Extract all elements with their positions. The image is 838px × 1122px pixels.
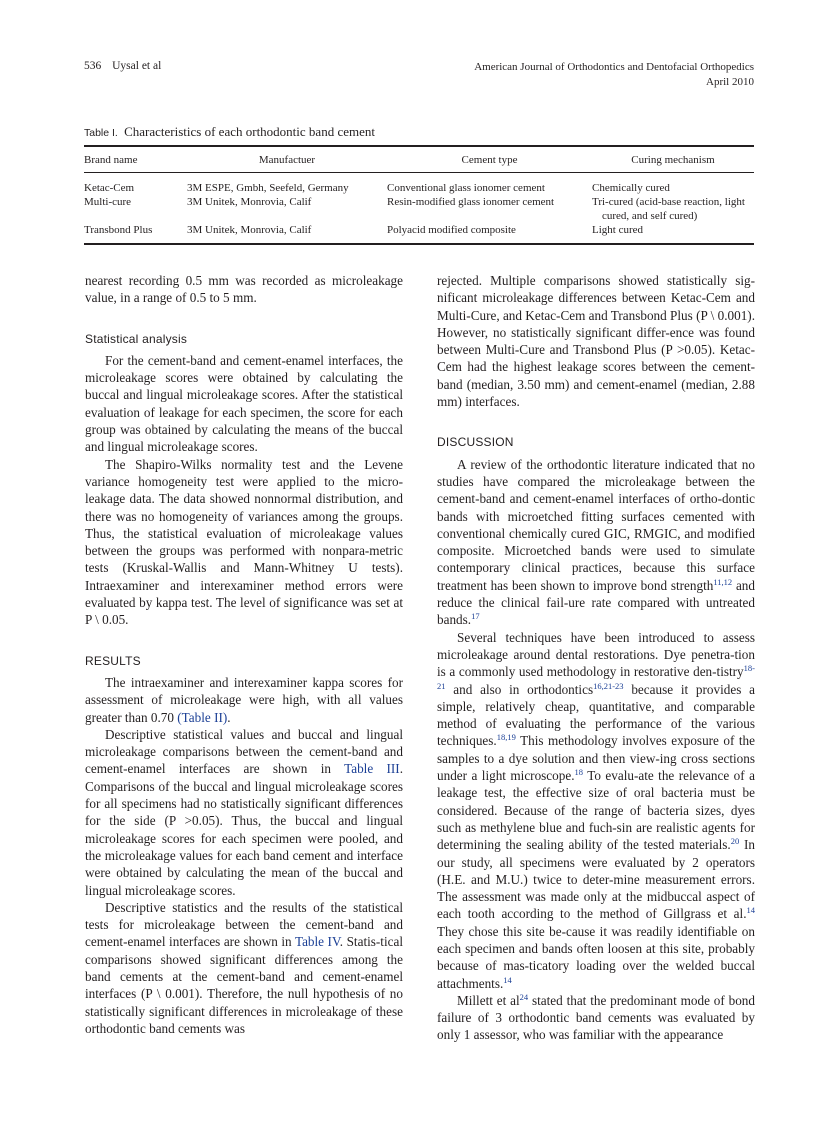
author-line: Uysal et al (112, 60, 162, 72)
col-header-brand: Brand name (84, 146, 187, 173)
text-run: Descriptive statistical values and buccal and lingual microleakage comparisons between the cement-band and cement-enamel interfaces are shown in (85, 726, 403, 777)
citation-link[interactable]: 18-21 (437, 663, 755, 691)
paragraph (85, 726, 403, 899)
table-header-row (84, 146, 754, 173)
cell-brand: Transbond Plus (84, 224, 153, 236)
cell-curing-line1: Light cured (592, 224, 644, 236)
table-title: Characteristics of each orthodontic band cement (124, 124, 375, 139)
cell-manufacturer: 3M Unitek, Monrovia, Calif (187, 224, 312, 236)
paragraph (437, 992, 755, 1044)
table-row (84, 223, 754, 244)
paragraph (437, 456, 755, 629)
page-number: 536 (84, 60, 102, 72)
cell-curing-line1: Chemically cured (592, 182, 670, 194)
paragraph: nearest recording 0.5 mm was recorded as microleakage value, in a range of 0.5 to 5 mm. (85, 273, 403, 306)
heading-discussion: DISCUSSION (437, 435, 514, 450)
citation-link[interactable]: 24 (519, 991, 529, 1002)
paragraph (437, 629, 755, 992)
text-run: In our study, all specimens were evaluated by 2 operators (H.E. and M.U.) twice to deter-mine measurement errors. The assessment was made only at the midbuccal aspect of each tooth according to the method of Gillgrass et al. (437, 837, 755, 922)
citation-link[interactable]: 17 (471, 611, 480, 622)
table-row (84, 195, 754, 223)
col-header-curing: Curing mechanism (592, 146, 754, 173)
paragraph: rejected. Multiple comparisons showed statistically sig-nificant microleakage differences between Ketac-Cem and Multi-Cure, and Ketac-Cem and Transbond Plus (P \ 0.001). However, no statistically significant differ-ence was found between Multi-Cure and Transbond Plus (P >0.05). Ketac-Cem had the highest leakage scores between the cement-band (median, 3.50 mm) and cement-enamel (median, 2.88 mm) interfaces. (437, 273, 755, 410)
heading-statistical-analysis: Statistical analysis (85, 331, 188, 346)
citation-link[interactable]: 18 (574, 767, 583, 778)
running-head (84, 60, 754, 92)
text-run: . (227, 709, 231, 725)
text-run: . Comparisons of the buccal and lingual microleakage scores for all specimens had no statistically significant differences for the side (P >0.05). Thus, the buccal and lingual microleakage scores for each specimen were pooled, and the microleakage values for each band cement and interface were obtained by calculating the mean of the buccal and lingual microleakage scores. (85, 761, 403, 898)
right-column (437, 272, 755, 1044)
paragraph: For the cement-band and cement-enamel interfaces, the microleakage scores were obtained by calculating the buccal and lingual microleakage scores. After the statistical evaluation of leakage for each specimen, the score for each group was obtained by calculating the means of the buccal and lingual microleakage scores. (85, 352, 403, 455)
cell-brand: Ketac-Cem (84, 182, 135, 194)
heading-results: RESULTS (85, 653, 141, 668)
citation-link[interactable]: 20 (730, 836, 740, 847)
cell-brand: Multi-cure (84, 196, 132, 208)
paragraph: The Shapiro-Wilks normality test and the Levene variance homogeneity test were applied to the micro-leakage data. The data showed nonnormal distribution, and there was no homogeneity of variances among the groups. Thus, the statistical evaluation of microleakage values between the groups was performed with nonpara-metric tests (Kruskal-Wallis and Mann-Whitney U tests). Intraexaminer and interexaminer method errors were evaluated by kappa test. The level of significance was set at P \ 0.05. (85, 456, 403, 628)
cell-manufacturer: 3M Unitek, Monrovia, Calif (187, 196, 312, 208)
text-run: because it provides a simple, relatively cheap, quantitative, and comparable method of evaluating the performance of the various techniques. (437, 681, 755, 749)
text-run: Descriptive statistics and the results of the statistical tests for microleakage between the cement-band and cement-enamel interfaces are shown in (85, 899, 403, 950)
text-run: Several techniques have been introduced to assess microleakage around dental restorations. Dye penetra-tion is a commonly used methodology in restorative den-tistry (437, 629, 755, 680)
text-run: This methodology involves exposure of the samples to a dye solution and then view-ing cross sections under a light microscope. (437, 733, 755, 784)
running-head-right (474, 60, 754, 90)
col-header-manufacturer: Manufactuer (187, 146, 387, 173)
col-header-cement-type: Cement type (387, 146, 592, 173)
cell-curing (592, 223, 754, 244)
characteristics-table (84, 145, 754, 245)
citation-link[interactable]: 11,12 (713, 576, 733, 587)
text-run: To evalu-ate the relevance of a leakage test, the effective size of oral bacteria must be considered. Because of the range of bacteria sizes, dyes such as methylene blue and fuch-sin are realistic agents for determining the sealing ability of the tested materials. (437, 768, 755, 853)
text-run: Millett et al (457, 992, 520, 1008)
link-table-iii[interactable]: Table III (344, 761, 400, 777)
paragraph (85, 899, 403, 1037)
table-caption (84, 124, 754, 140)
citation-link[interactable]: 18,19 (496, 732, 516, 743)
text-run: and also in orthodontics (445, 681, 594, 697)
paragraph (85, 674, 403, 726)
cell-cement-type: Conventional glass ionomer cement (387, 182, 545, 194)
issue-date: April 2010 (706, 76, 754, 88)
cell-curing-line1: Tri-cured (acid-base reaction, light (592, 196, 745, 208)
cell-manufacturer: 3M ESPE, Gmbh, Seefeld, Germany (187, 182, 349, 194)
text-run: A review of the orthodontic literature indicated that no studies have compared the microleakage between the cement-band and cement-enamel interfaces of ortho-dontic bands with microetched fitting surfaces cemented with conventional chemically cured GIC, RMGIC, and modified composite. Microetched bands were used to simulate contemporary clinical practices, because this surface treatment has been shown to improve bond strength (437, 456, 755, 593)
table-label: Table I. (84, 127, 118, 139)
text-run: stated that the predominant mode of bond failure of 3 orthodontic band cements was evaluated by only 1 assessor, who was familiar with the appearance (437, 992, 755, 1043)
running-head-left (84, 60, 161, 72)
citation-link[interactable]: 14 (746, 905, 755, 916)
text-run: . Statis-tical comparisons showed significant differences among the band cements at the cement-band and cement-enamel interfaces (P \ 0.001). Therefore, the null hypothesis of no statistically significant differences in microleakage of these orthodontic band cements was (85, 934, 403, 1036)
text-run: The intraexaminer and interexaminer kappa scores for assessment of microleakage were high, with all values greater than 0.70 (85, 674, 403, 725)
text-run: They chose this site be-cause it was readily identifiable on each specimen and bands often loosen at this site, probably because of mas-ticatory loading over the welded buccal attachments. (437, 923, 755, 991)
cell-cement-type: Polyacid modified composite (387, 224, 516, 236)
text-run: and reduce the clinical fail-ure rate compared with untreated bands. (437, 577, 755, 628)
citation-link[interactable]: 14 (503, 974, 512, 985)
cell-curing-line2: cured, and self cured) (602, 210, 698, 222)
citation-link[interactable]: 16,21-23 (593, 680, 624, 691)
link-table-ii[interactable]: (Table II) (177, 709, 228, 725)
table-1 (84, 124, 754, 245)
journal-name: American Journal of Orthodontics and Dentofacial Orthopedics (474, 61, 754, 73)
table-row (84, 173, 754, 196)
link-table-iv[interactable]: Table IV (294, 934, 340, 950)
left-column (85, 272, 403, 1037)
cell-curing (592, 173, 754, 196)
cell-curing (592, 195, 754, 223)
cell-cement-type: Resin-modified glass ionomer cement (387, 196, 555, 208)
